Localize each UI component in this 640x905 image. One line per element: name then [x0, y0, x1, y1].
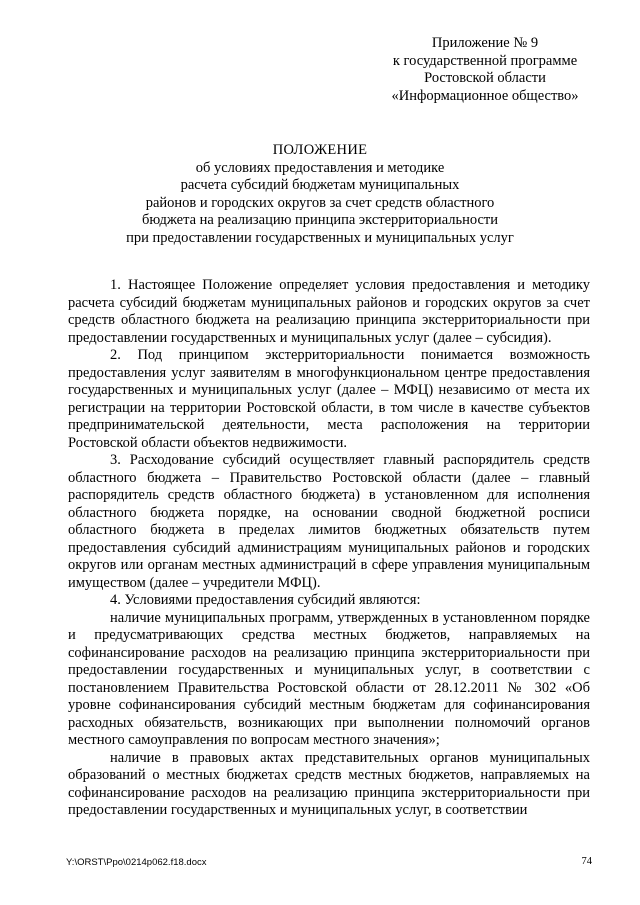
- appendix-line: «Информационное общество»: [391, 87, 579, 104]
- document-body: [68, 277, 590, 820]
- appendix-line: Ростовской области: [424, 70, 546, 86]
- paragraph-3: 3. Расходование субсидий осуществляет главный распорядитель средств областного бюджета – Правительство Ростовской области (далее – главный распорядитель средств областного бюджета) в установленном для исполнения областного бюджета порядке, на основании сводной бюджетной росписи областного бюджета в пределах лимитов бюджетных обязательств путем предоставления субсидий администрациям муниципальных районов и городских округов или органам местных администраций в сфере управления муниципальным имуществом (далее – учредители МФЦ).: [68, 452, 590, 591]
- paragraph-4: 4. Условиями предоставления субсидий являются:: [110, 592, 421, 608]
- page-number: 74: [581, 856, 592, 867]
- title-heading: ПОЛОЖЕНИЕ: [272, 142, 368, 158]
- paragraph-1: 1. Настоящее Положение определяет условия предоставления и методику расчета субсидий бюджетам муниципальных районов и городских округов за счет средств областного бюджета на реализацию принципа экстерриториальности при предоставлении государственных и муниципальных услуг (далее – субсидия).: [68, 277, 590, 346]
- paragraph-4-condition-1: наличие муниципальных программ, утвержденных в установленном порядке и предусматривающих средства местных бюджетов, направляемых на софинансирование расходов на реализацию принципа экстерриториальности при предоставлении государственных и муниципальных услуг, в соответствии с постановлением Правительства Ростовской области от 28.12.2011 № 302 «Об уровне софинансирования субсидий местным бюджетам для софинансирования расходных обязательств, возникающих при выполнении полномочий органов местного самоуправления по вопросам местного значения»;: [68, 609, 590, 748]
- appendix-line: Приложение № 9: [431, 35, 539, 51]
- footer-file-path: Y:\ORST\Ppo\0214p062.f18.docx: [66, 857, 207, 868]
- title-line: районов и городских округов за счет средств областного: [145, 194, 495, 211]
- title-line: при предоставлении государственных и муниципальных услуг: [126, 229, 514, 246]
- title-line: расчета субсидий бюджетам муниципальных: [180, 177, 460, 193]
- appendix-header: [360, 35, 610, 105]
- paragraph-2: 2. Под принципом экстерриториальности понимается возможность предоставления услуг заявителям в многофункциональном центре предоставления государственных и муниципальных услуг (далее – МФЦ) независимо от места их регистрации на территории Ростовской области, в том числе в качестве субъектов предпринимательской деятельности, места расположения на территории Ростовской области объектов недвижимости.: [68, 347, 590, 451]
- title-line: бюджета на реализацию принципа экстерриториальности: [141, 212, 499, 228]
- appendix-line: к государственной программе: [392, 52, 578, 69]
- title-line: об условиях предоставления и методике: [195, 159, 445, 176]
- document-title: [60, 142, 580, 247]
- paragraph-4-condition-2: наличие в правовых актах представительных органов муниципальных образований о местных бюджетах средств местных бюджетов, направляемых на софинансирование расходов на реализацию принципа экстерриториальности при предоставлении государственных и муниципальных услуг, в соответствии: [68, 749, 590, 818]
